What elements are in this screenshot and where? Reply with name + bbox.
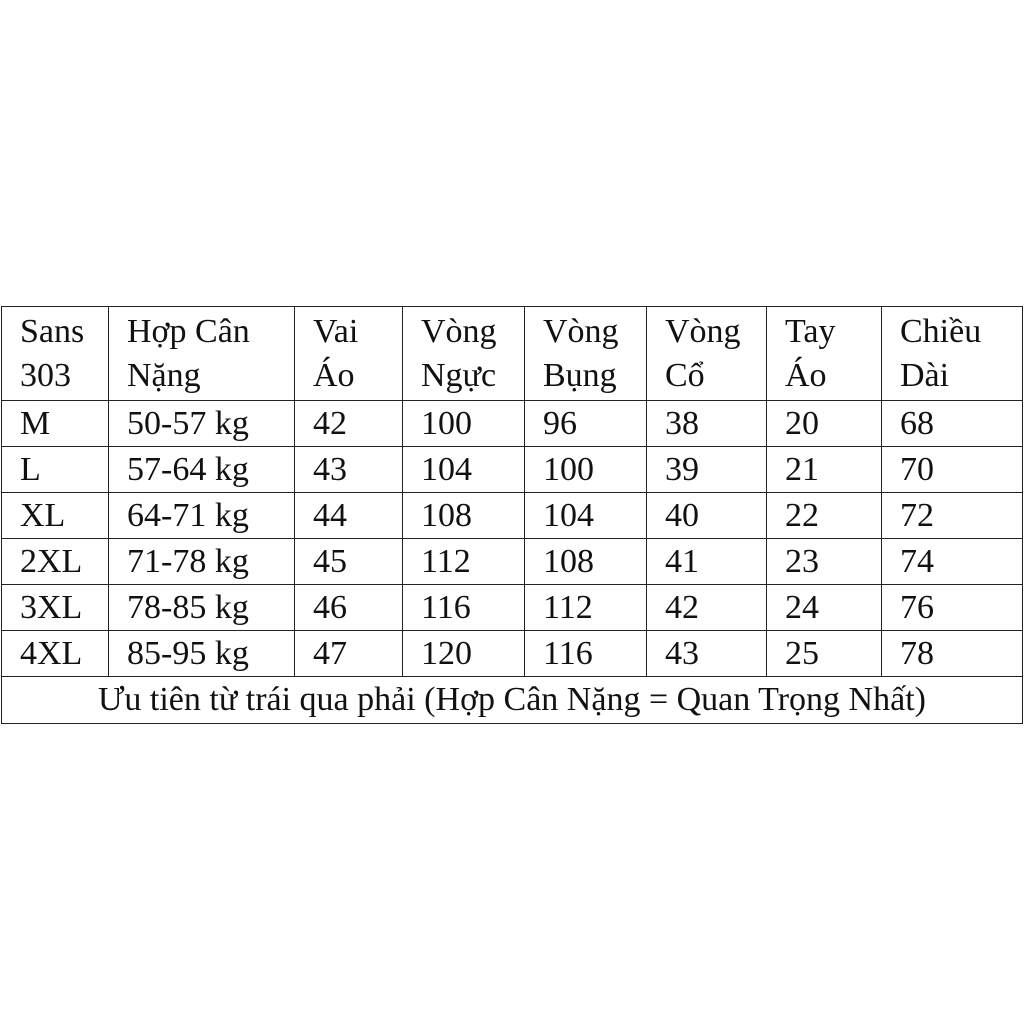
table-cell: 100 [525,447,647,493]
table-cell: 57-64 kg [109,447,295,493]
table-cell: M [2,401,109,447]
header-cell-neck [647,307,767,401]
header-cell-product [2,307,109,401]
table-cell: 76 [882,585,1023,631]
table-cell: XL [2,493,109,539]
table-cell: 23 [767,539,882,585]
table-cell: 22 [767,493,882,539]
header-line: Bụng [543,357,617,394]
table-cell: 70 [882,447,1023,493]
header-cell-shoulder [295,307,403,401]
header-line: Áo [785,357,827,394]
table-cell: 43 [295,447,403,493]
table-cell: 112 [525,585,647,631]
table-cell: 3XL [2,585,109,631]
table-cell: 39 [647,447,767,493]
header-cell-waist [525,307,647,401]
table-cell: 20 [767,401,882,447]
table-cell: 104 [403,447,525,493]
table-header-row [2,307,1023,401]
table-cell: 47 [295,631,403,677]
header-line: Áo [313,357,355,394]
header-line: Chiều [900,313,982,350]
header-line: 303 [20,357,71,394]
table-row [2,493,1023,539]
table-cell: 25 [767,631,882,677]
header-line: Vòng [543,313,619,350]
table-cell: 38 [647,401,767,447]
table-cell: 50-57 kg [109,401,295,447]
table-row [2,539,1023,585]
table-cell: 42 [647,585,767,631]
table-cell: 104 [525,493,647,539]
table-cell: 71-78 kg [109,539,295,585]
table-cell: 43 [647,631,767,677]
table-cell: 68 [882,401,1023,447]
table-cell: 120 [403,631,525,677]
header-line: Sans [20,313,85,350]
size-chart-table [1,306,1023,724]
header-cell-chest [403,307,525,401]
table-cell: 78-85 kg [109,585,295,631]
table-cell: 4XL [2,631,109,677]
table-cell: 78 [882,631,1023,677]
table-cell: 44 [295,493,403,539]
header-line: Vai [313,313,359,350]
table-cell: 108 [525,539,647,585]
table-cell: 24 [767,585,882,631]
priority-note: Ưu tiên từ trái qua phải (Hợp Cân Nặng = Quan Trọng Nhất) [2,677,1023,724]
header-line: Dài [900,357,950,394]
table-footer-row [2,677,1023,724]
table-cell: 108 [403,493,525,539]
header-line: Vòng [665,313,741,350]
table-cell: 21 [767,447,882,493]
table-cell: 116 [403,585,525,631]
table-cell: 42 [295,401,403,447]
header-line: Ngực [421,357,497,394]
header-line: Tay [785,313,836,350]
table-row [2,585,1023,631]
table-row [2,401,1023,447]
table-row [2,447,1023,493]
table-cell: 45 [295,539,403,585]
table-cell: 40 [647,493,767,539]
table-cell: 41 [647,539,767,585]
table-row [2,631,1023,677]
header-line: Nặng [127,357,201,394]
table-cell: 100 [403,401,525,447]
table-cell: 112 [403,539,525,585]
header-cell-length [882,307,1023,401]
table-cell: 64-71 kg [109,493,295,539]
table-cell: 116 [525,631,647,677]
table-cell: 46 [295,585,403,631]
table-cell: 72 [882,493,1023,539]
table-cell: 2XL [2,539,109,585]
table-cell: L [2,447,109,493]
table-cell: 96 [525,401,647,447]
header-cell-sleeve [767,307,882,401]
table-cell: 74 [882,539,1023,585]
header-line: Cổ [665,357,705,394]
table-cell: 85-95 kg [109,631,295,677]
header-cell-weight [109,307,295,401]
header-line: Vòng [421,313,497,350]
header-line: Hợp Cân [127,313,250,350]
